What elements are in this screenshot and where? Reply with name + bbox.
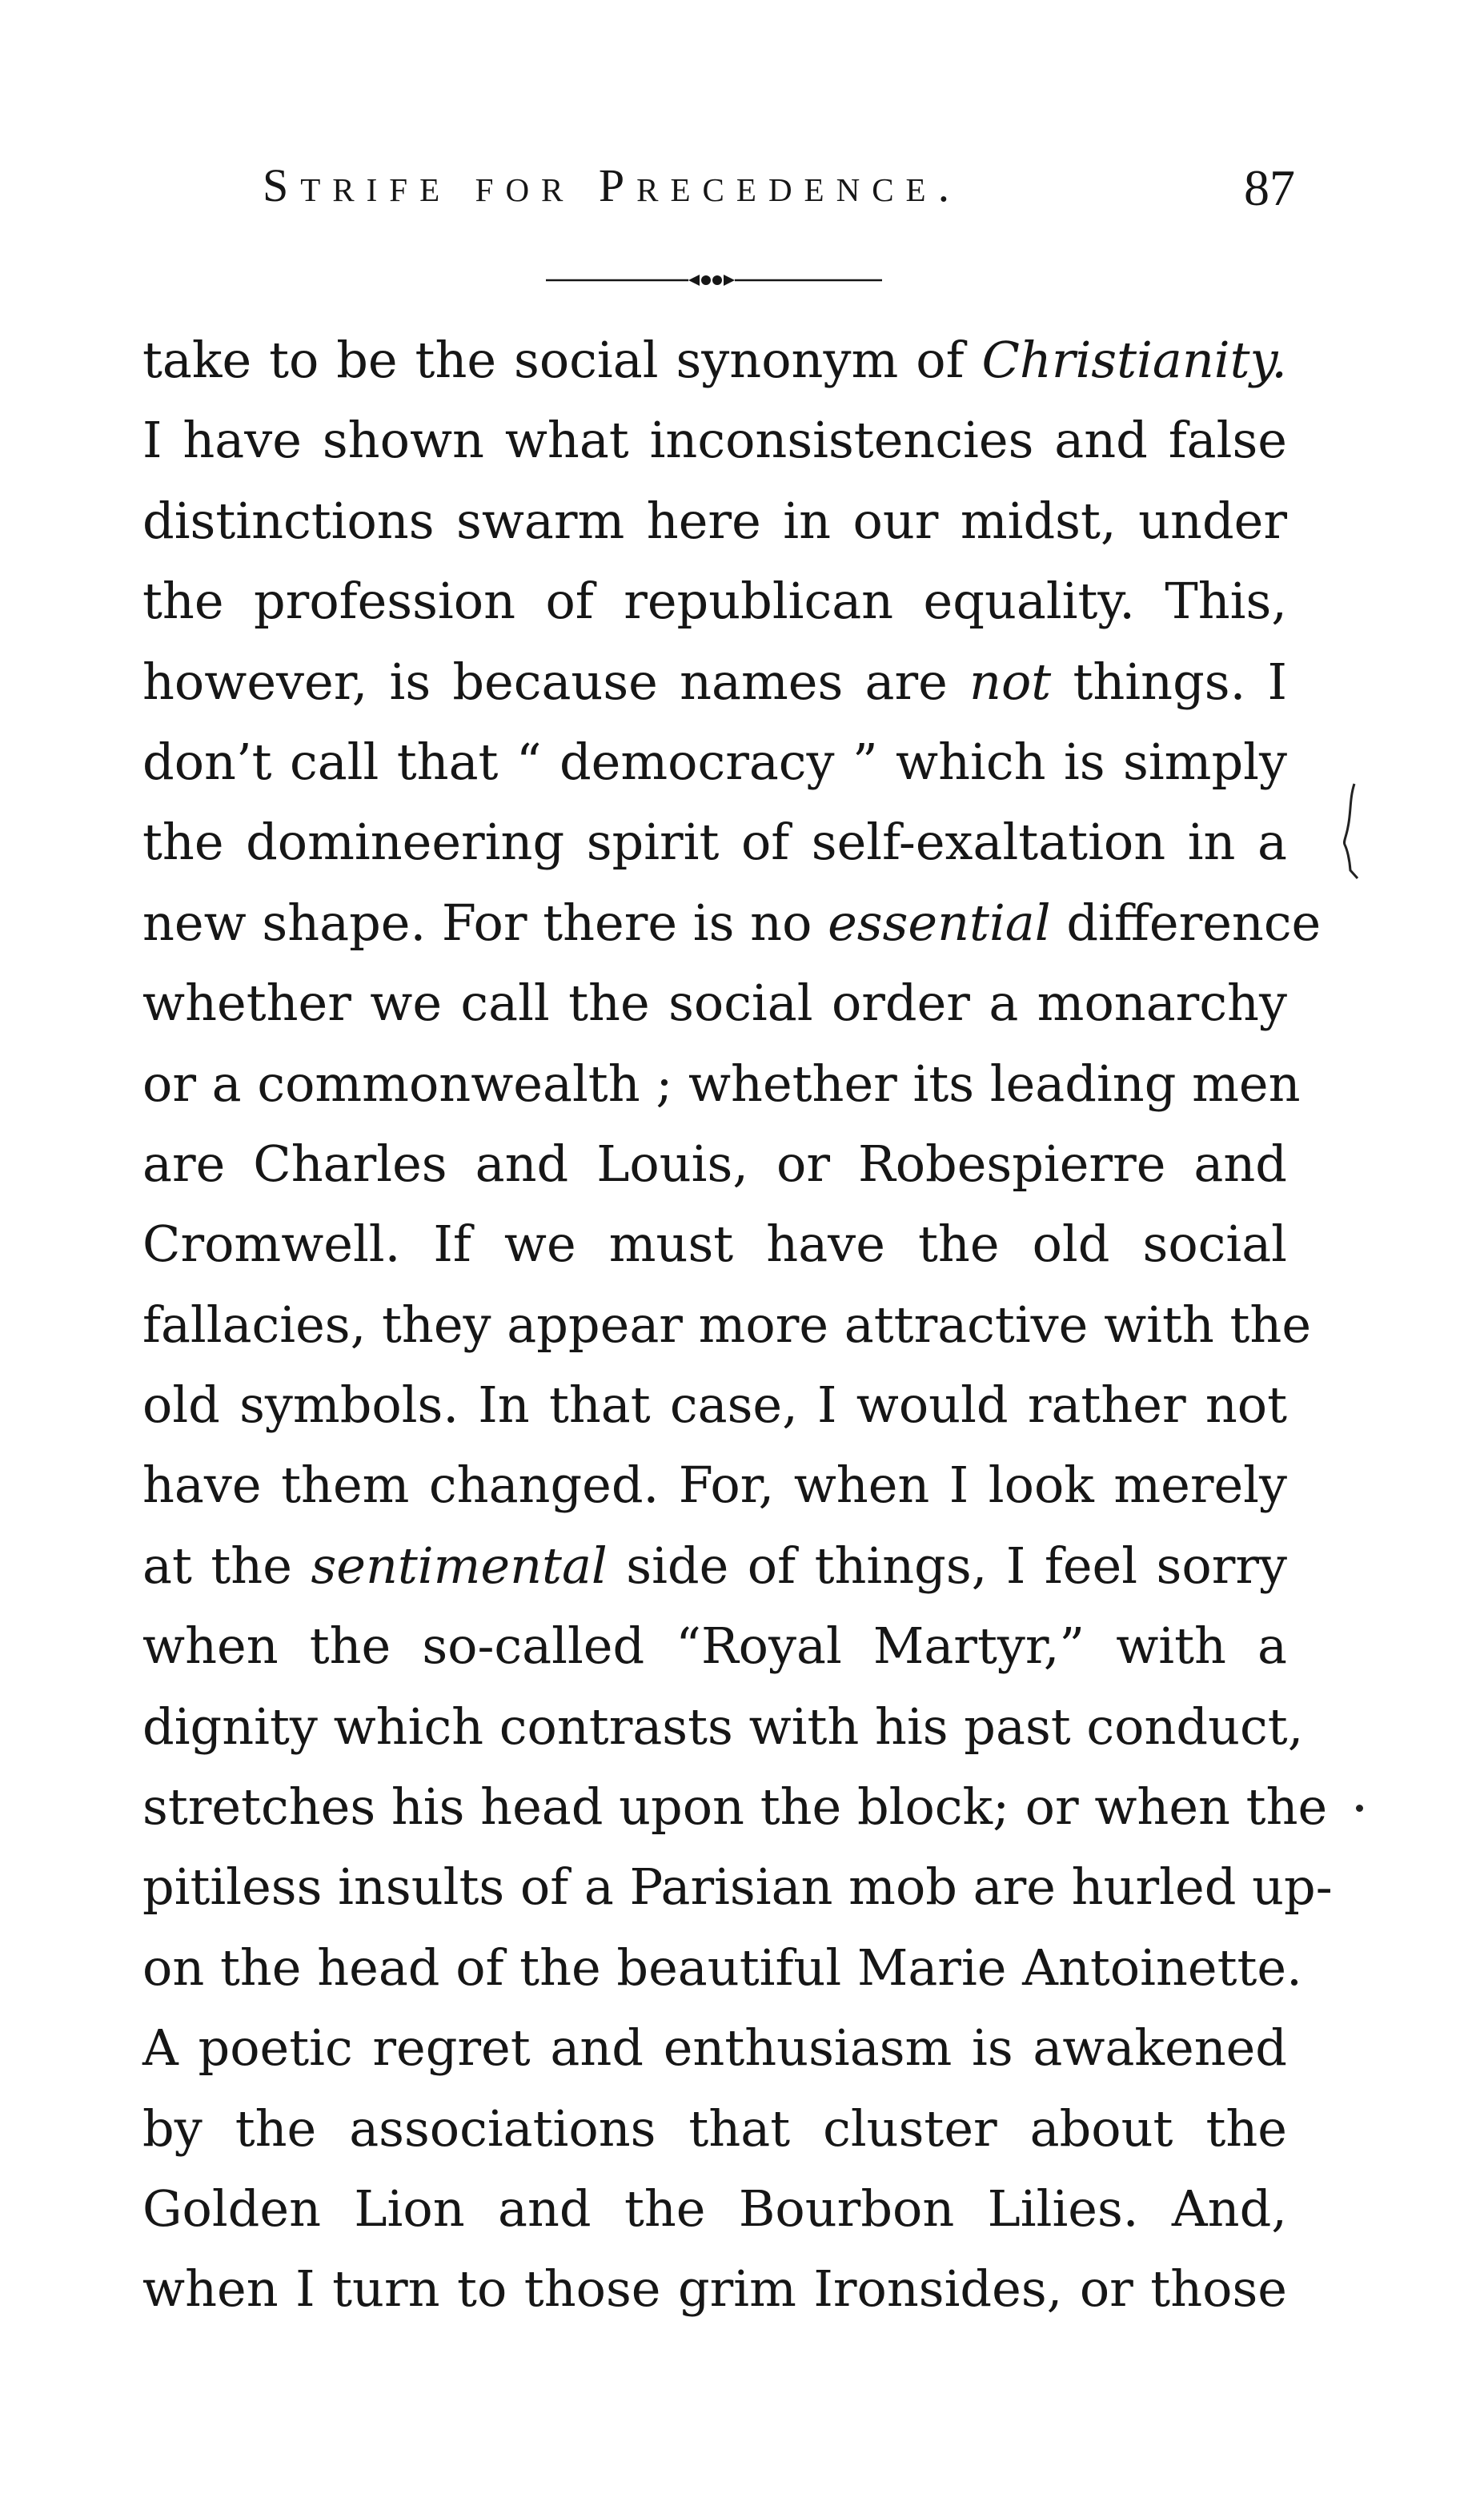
text-line [142, 481, 1287, 561]
text-segment: or a commonwealth ; whether its leading men [142, 1054, 1301, 1113]
italic-text-segment: sentimental [311, 1536, 608, 1595]
text-segment: don’t call that “ democracy ” which is simply [142, 732, 1287, 791]
text-line [142, 883, 1322, 963]
text-segment: whether we call the social order a monarchy [142, 974, 1287, 1033]
text-segment: the domineering spirit of self-exaltation in a [142, 813, 1287, 872]
text-line [142, 2008, 1287, 2088]
text-line [142, 1365, 1287, 1445]
text-line [142, 1204, 1287, 1284]
text-segment: however, is because names are [142, 652, 970, 711]
text-line [142, 400, 1287, 480]
text-segment: pitiless insults of a Parisian mob are hurled up- [142, 1857, 1333, 1917]
text-line [142, 1928, 1302, 2008]
text-segment: new shape. For there is no [142, 893, 828, 952]
margin-bracket-mark [1340, 781, 1362, 883]
page-number: 87 [1244, 159, 1295, 216]
text-line [142, 2249, 1287, 2329]
text-line [142, 722, 1287, 802]
text-segment: stretches his head upon the block; or when the [142, 1777, 1328, 1837]
text-line [142, 1285, 1312, 1365]
text-line [142, 1124, 1287, 1204]
text-line [142, 802, 1287, 882]
body-text [142, 320, 1333, 2330]
text-segment: have them changed. For, when I look merely [142, 1456, 1287, 1515]
text-line [142, 963, 1287, 1043]
text-segment: old symbols. In that case, I would rather not [142, 1376, 1287, 1435]
text-line [142, 642, 1287, 722]
text-segment: take to be the social synonym of [142, 331, 982, 389]
italic-text-segment: Christianity. [981, 331, 1287, 389]
text-line [142, 1687, 1304, 1767]
running-head [263, 159, 1295, 231]
text-segment: on the head of the beautiful Marie Antoinette. [142, 1938, 1302, 1997]
text-segment: difference [1050, 893, 1322, 952]
text-segment: at the [142, 1536, 311, 1595]
text-line [142, 1526, 1287, 1606]
text-line [142, 320, 1287, 400]
text-segment: when the so-called “Royal Martyr,” with a [142, 1616, 1287, 1676]
text-segment: distinctions swarm here in our midst, under [142, 491, 1287, 550]
text-segment: are Charles and Louis, or Robespierre and [142, 1134, 1287, 1193]
text-segment: dignity which contrasts with his past conduct, [142, 1697, 1304, 1756]
text-segment: Golden Lion and the Bourbon Lilies. And, [142, 2179, 1287, 2238]
margin-dot-mark [1356, 1805, 1363, 1812]
text-line [142, 1606, 1287, 1686]
text-line [142, 561, 1287, 641]
italic-text-segment: essential [828, 893, 1051, 952]
running-title: Strife for Precedence. [263, 159, 962, 211]
text-segment: I have shown what inconsistencies and false [142, 411, 1287, 470]
text-line [142, 1044, 1301, 1124]
text-segment: things. I [1051, 652, 1287, 711]
text-segment: fallacies, they appear more attractive with the [142, 1295, 1312, 1354]
text-line [142, 2169, 1287, 2249]
header-ornament-rule [546, 268, 882, 292]
text-segment: side of things, I feel sorry [607, 1536, 1287, 1595]
text-segment: Cromwell. If we must have the old social [142, 1215, 1287, 1274]
text-segment: when I turn to those grim Ironsides, or those [142, 2259, 1287, 2319]
text-segment: A poetic regret and enthusiasm is awakened [142, 2018, 1287, 2078]
text-line [142, 2089, 1287, 2169]
text-segment: the profession of republican equality. This, [142, 572, 1287, 631]
text-line [142, 1767, 1328, 1847]
text-line [142, 1847, 1333, 1927]
italic-text-segment: not [969, 652, 1052, 711]
text-segment: by the associations that cluster about the [142, 2098, 1287, 2158]
text-line [142, 1445, 1287, 1525]
